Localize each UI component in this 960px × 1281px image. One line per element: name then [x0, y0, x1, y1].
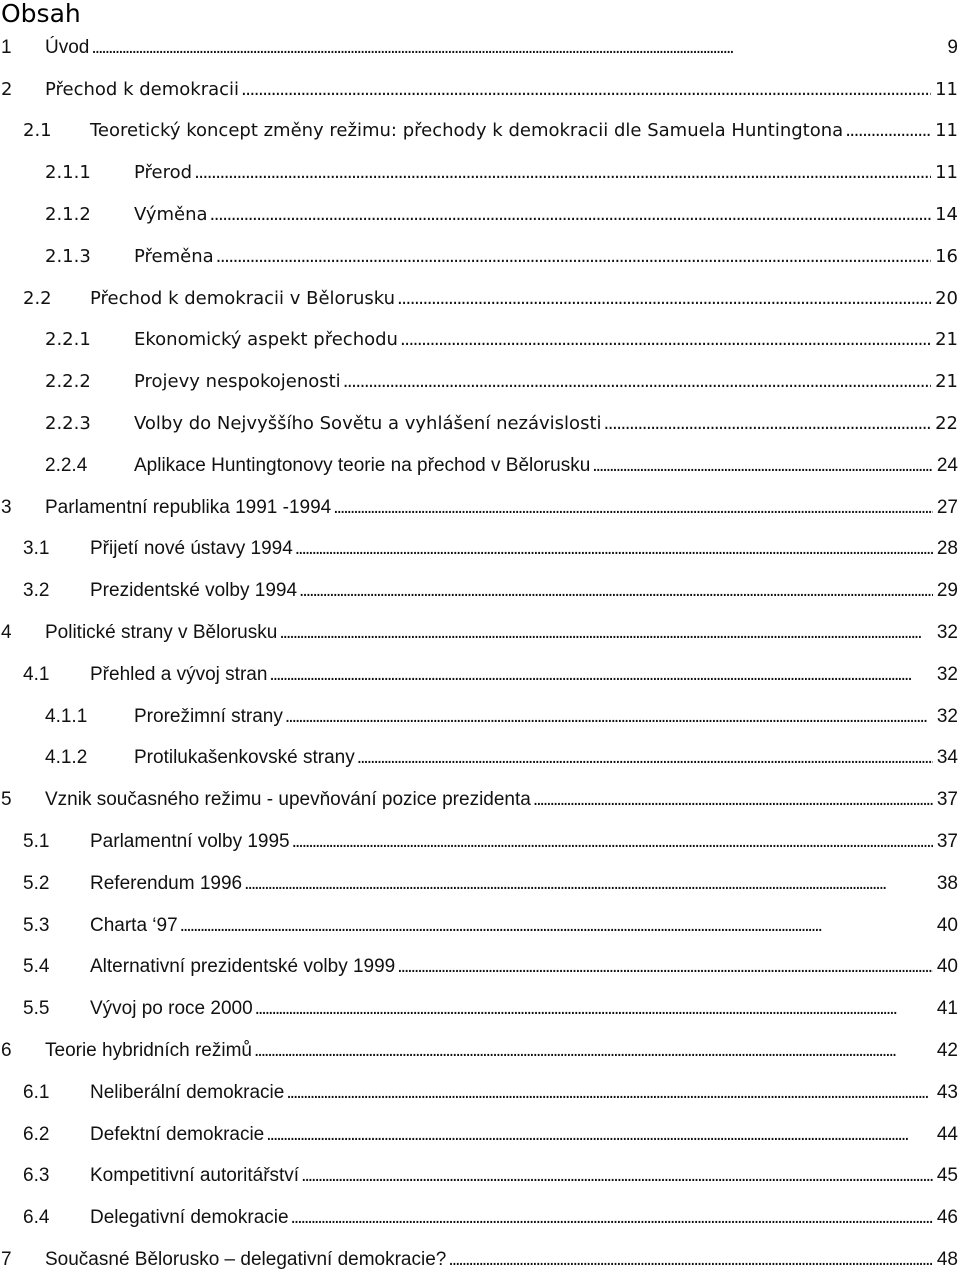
dot-leader	[194, 162, 931, 184]
toc-entry-number: 2.2.2	[45, 371, 91, 393]
toc-entry[interactable]	[0, 905, 958, 947]
dot-leader	[397, 956, 933, 978]
toc-entry-number: 3.1	[23, 538, 50, 560]
toc-entry-number: 6.4	[23, 1207, 50, 1229]
dot-leader	[291, 1207, 933, 1229]
toc-entry-title[interactable]: Současné Bělorusko – delegativní demokracie?	[45, 1249, 447, 1270]
toc-entry[interactable]	[0, 487, 958, 529]
toc-entry-page-number: 22	[935, 413, 958, 435]
toc-entry-page-number: 32	[936, 705, 958, 727]
toc-entry-number: 3.2	[23, 580, 50, 602]
toc-entry-title[interactable]: Vznik současného režimu - upevňování pozice prezidenta	[45, 789, 531, 811]
page-title: Obsah	[1, 0, 81, 28]
toc-entry-title[interactable]: Výměna	[134, 204, 208, 226]
toc-entry-number: 7	[1, 1249, 12, 1270]
toc-entry-number: 4.1	[23, 663, 50, 685]
toc-entry-title[interactable]: Prorežimní strany	[134, 705, 283, 727]
dot-leader	[333, 497, 933, 519]
toc-entry[interactable]	[0, 445, 958, 487]
toc-entry-page-number: 27	[936, 496, 958, 518]
toc-entry-page-number: 11	[935, 120, 958, 142]
dot-leader	[244, 873, 933, 895]
toc-entry-title[interactable]: Přeměna	[134, 245, 214, 267]
toc-entry[interactable]	[0, 1239, 958, 1281]
toc-entry[interactable]	[0, 612, 958, 654]
dot-leader	[269, 664, 932, 686]
dot-leader	[91, 37, 943, 59]
dot-leader	[533, 789, 933, 811]
dot-leader	[210, 204, 932, 226]
toc-entry-number: 2.1.3	[45, 245, 91, 267]
dot-leader	[343, 371, 931, 393]
toc-entry[interactable]	[0, 111, 958, 153]
toc-entry-title[interactable]: Prezidentské volby 1994	[90, 580, 298, 602]
toc-entry-title[interactable]: Charta ‘97	[90, 914, 178, 936]
dot-leader	[254, 1040, 933, 1062]
toc-entry[interactable]	[0, 1156, 958, 1198]
table-of-contents	[0, 27, 958, 1281]
dot-leader	[295, 538, 933, 560]
dot-leader	[279, 622, 933, 644]
toc-entry[interactable]	[0, 570, 958, 612]
toc-entry-number: 2.2.3	[45, 413, 91, 435]
toc-entry-page-number: 45	[936, 1165, 958, 1187]
dot-leader	[241, 79, 931, 101]
toc-entry-title[interactable]: Referendum 1996	[90, 872, 243, 894]
toc-entry[interactable]	[0, 69, 958, 111]
toc-entry-page-number: 32	[936, 663, 958, 685]
toc-entry-title[interactable]: Teorie hybridních režimů	[45, 1040, 252, 1062]
toc-entry-page-number: 32	[936, 622, 958, 644]
toc-entry-page-number: 14	[935, 204, 958, 226]
toc-entry[interactable]	[0, 779, 958, 821]
toc-entry-number: 5.1	[23, 831, 50, 853]
toc-entry-page-number: 11	[935, 78, 958, 100]
toc-entry[interactable]	[0, 1114, 958, 1156]
toc-entry-number: 2.1	[23, 120, 52, 142]
toc-entry-page-number: 24	[936, 454, 958, 476]
dot-leader	[448, 1249, 933, 1271]
dot-leader	[285, 706, 933, 728]
toc-entry[interactable]	[0, 1197, 958, 1239]
toc-entry-title[interactable]: Teoretický koncept změny režimu: přechody k demokracii dle Samuela Huntingtona	[90, 120, 844, 142]
toc-entry-title[interactable]: Defektní demokracie	[90, 1123, 265, 1145]
toc-entry-page-number: 48	[936, 1249, 958, 1270]
toc-entry-title[interactable]: Přechod k demokracii v Bělorusku	[90, 287, 396, 309]
dot-leader	[845, 120, 931, 142]
toc-entry-number: 5.5	[23, 998, 50, 1020]
toc-entry-title[interactable]: Vývoj po roce 2000	[90, 998, 253, 1020]
toc-entry-number: 2.2.1	[45, 329, 91, 351]
toc-entry[interactable]	[0, 278, 958, 320]
toc-entry[interactable]	[0, 194, 958, 236]
toc-entry-title[interactable]: Přerod	[134, 162, 193, 184]
toc-entry-page-number: 20	[935, 287, 958, 309]
toc-entry-page-number: 34	[936, 747, 958, 769]
toc-entry-number: 2	[1, 78, 13, 100]
toc-entry-title[interactable]: Delegativní demokracie	[90, 1207, 289, 1229]
toc-entry-title[interactable]: Ekonomický aspekt přechodu	[134, 329, 398, 351]
dot-leader	[216, 246, 931, 268]
toc-entry-title[interactable]: Projevy nespokojenosti	[134, 371, 341, 393]
toc-entry-title[interactable]: Přehled a vývoj stran	[90, 663, 268, 685]
toc-entry[interactable]	[0, 27, 958, 69]
toc-entry[interactable]	[0, 654, 958, 696]
toc-entry-number: 4.1.2	[45, 747, 88, 769]
toc-entry-number: 6	[1, 1040, 12, 1062]
dot-leader	[286, 1082, 933, 1104]
toc-entry[interactable]	[0, 1030, 958, 1072]
toc-entry[interactable]	[0, 988, 958, 1030]
toc-entry-page-number: 44	[936, 1123, 958, 1145]
toc-entry[interactable]	[0, 821, 958, 863]
dot-leader	[357, 747, 933, 769]
toc-entry-title[interactable]: Politické strany v Bělorusku	[45, 622, 278, 644]
dot-leader	[592, 455, 933, 477]
toc-entry-title[interactable]: Volby do Nejvyššího Sovětu a vyhlášení nezávislosti	[134, 413, 602, 435]
toc-entry-number: 5.3	[23, 914, 50, 936]
toc-entry-page-number: 46	[936, 1207, 958, 1229]
toc-entry[interactable]	[0, 947, 958, 989]
toc-entry-title[interactable]: Kompetitivní autoritářství	[90, 1165, 300, 1187]
toc-entry-page-number: 41	[936, 998, 958, 1020]
toc-entry-title[interactable]: Protilukašenkovské strany	[134, 747, 355, 769]
toc-entry-title[interactable]: Alternativní prezidentské volby 1999	[90, 956, 396, 978]
dot-leader	[400, 329, 931, 351]
toc-entry-page-number: 37	[936, 831, 958, 853]
dot-leader	[180, 915, 933, 937]
toc-entry-number: 2.1.1	[45, 162, 91, 184]
dot-leader	[397, 288, 931, 310]
toc-entry[interactable]	[0, 152, 958, 194]
toc-entry-number: 3	[1, 496, 12, 518]
toc-entry-title[interactable]: Přechod k demokracii	[45, 78, 240, 100]
toc-entry[interactable]	[0, 320, 958, 362]
toc-entry-number: 6.1	[23, 1081, 50, 1103]
toc-entry-number: 5.2	[23, 872, 50, 894]
toc-entry-number: 4	[1, 622, 12, 644]
toc-entry[interactable]	[0, 529, 958, 571]
toc-entry[interactable]	[0, 863, 958, 905]
dot-leader	[266, 1124, 933, 1146]
toc-entry-page-number: 21	[935, 329, 958, 351]
toc-entry-number: 2.2	[23, 287, 52, 309]
toc-entry-page-number: 29	[936, 580, 958, 602]
toc-entry-title[interactable]: Úvod	[45, 36, 90, 58]
toc-entry-title[interactable]: Neliberální demokracie	[90, 1081, 285, 1103]
toc-entry-page-number: 40	[936, 956, 958, 978]
toc-entry[interactable]	[0, 403, 958, 445]
toc-entry[interactable]	[0, 696, 958, 738]
toc-entry-number: 2.1.2	[45, 204, 91, 226]
toc-entry-number: 6.3	[23, 1165, 50, 1187]
toc-entry-page-number: 40	[936, 914, 958, 936]
toc-entry-title[interactable]: Přijetí nové ústavy 1994	[90, 538, 293, 560]
toc-entry-page-number: 37	[936, 789, 958, 811]
toc-entry[interactable]	[0, 1072, 958, 1114]
toc-entry[interactable]	[0, 361, 958, 403]
toc-entry[interactable]	[0, 236, 958, 278]
toc-entry-page-number: 9	[947, 36, 958, 58]
toc-entry-page-number: 21	[935, 371, 958, 393]
toc-entry[interactable]	[0, 738, 958, 780]
toc-entry-page-number: 42	[936, 1040, 958, 1062]
toc-entry-page-number: 11	[935, 162, 958, 184]
toc-entry-title[interactable]: Aplikace Huntingtonovy teorie na přechod v Bělorusku	[134, 454, 591, 476]
dot-leader	[255, 998, 933, 1020]
toc-entry-number: 5	[1, 789, 12, 811]
toc-entry-page-number: 43	[936, 1081, 958, 1103]
toc-entry-number: 5.4	[23, 956, 50, 978]
toc-entry-number: 2.2.4	[45, 454, 88, 476]
toc-entry-title[interactable]: Parlamentní republika 1991 -1994	[45, 496, 332, 518]
dot-leader	[604, 413, 932, 435]
toc-entry-number: 4.1.1	[45, 705, 88, 727]
dot-leader	[292, 831, 933, 853]
dot-leader	[299, 580, 933, 602]
toc-entry-page-number: 16	[935, 245, 958, 267]
toc-entry-number: 6.2	[23, 1123, 50, 1145]
dot-leader	[301, 1165, 933, 1187]
toc-entry-title[interactable]: Parlamentní volby 1995	[90, 831, 290, 853]
toc-entry-page-number: 38	[936, 872, 958, 894]
toc-entry-number: 1	[1, 36, 12, 58]
toc-entry-page-number: 28	[936, 538, 958, 560]
